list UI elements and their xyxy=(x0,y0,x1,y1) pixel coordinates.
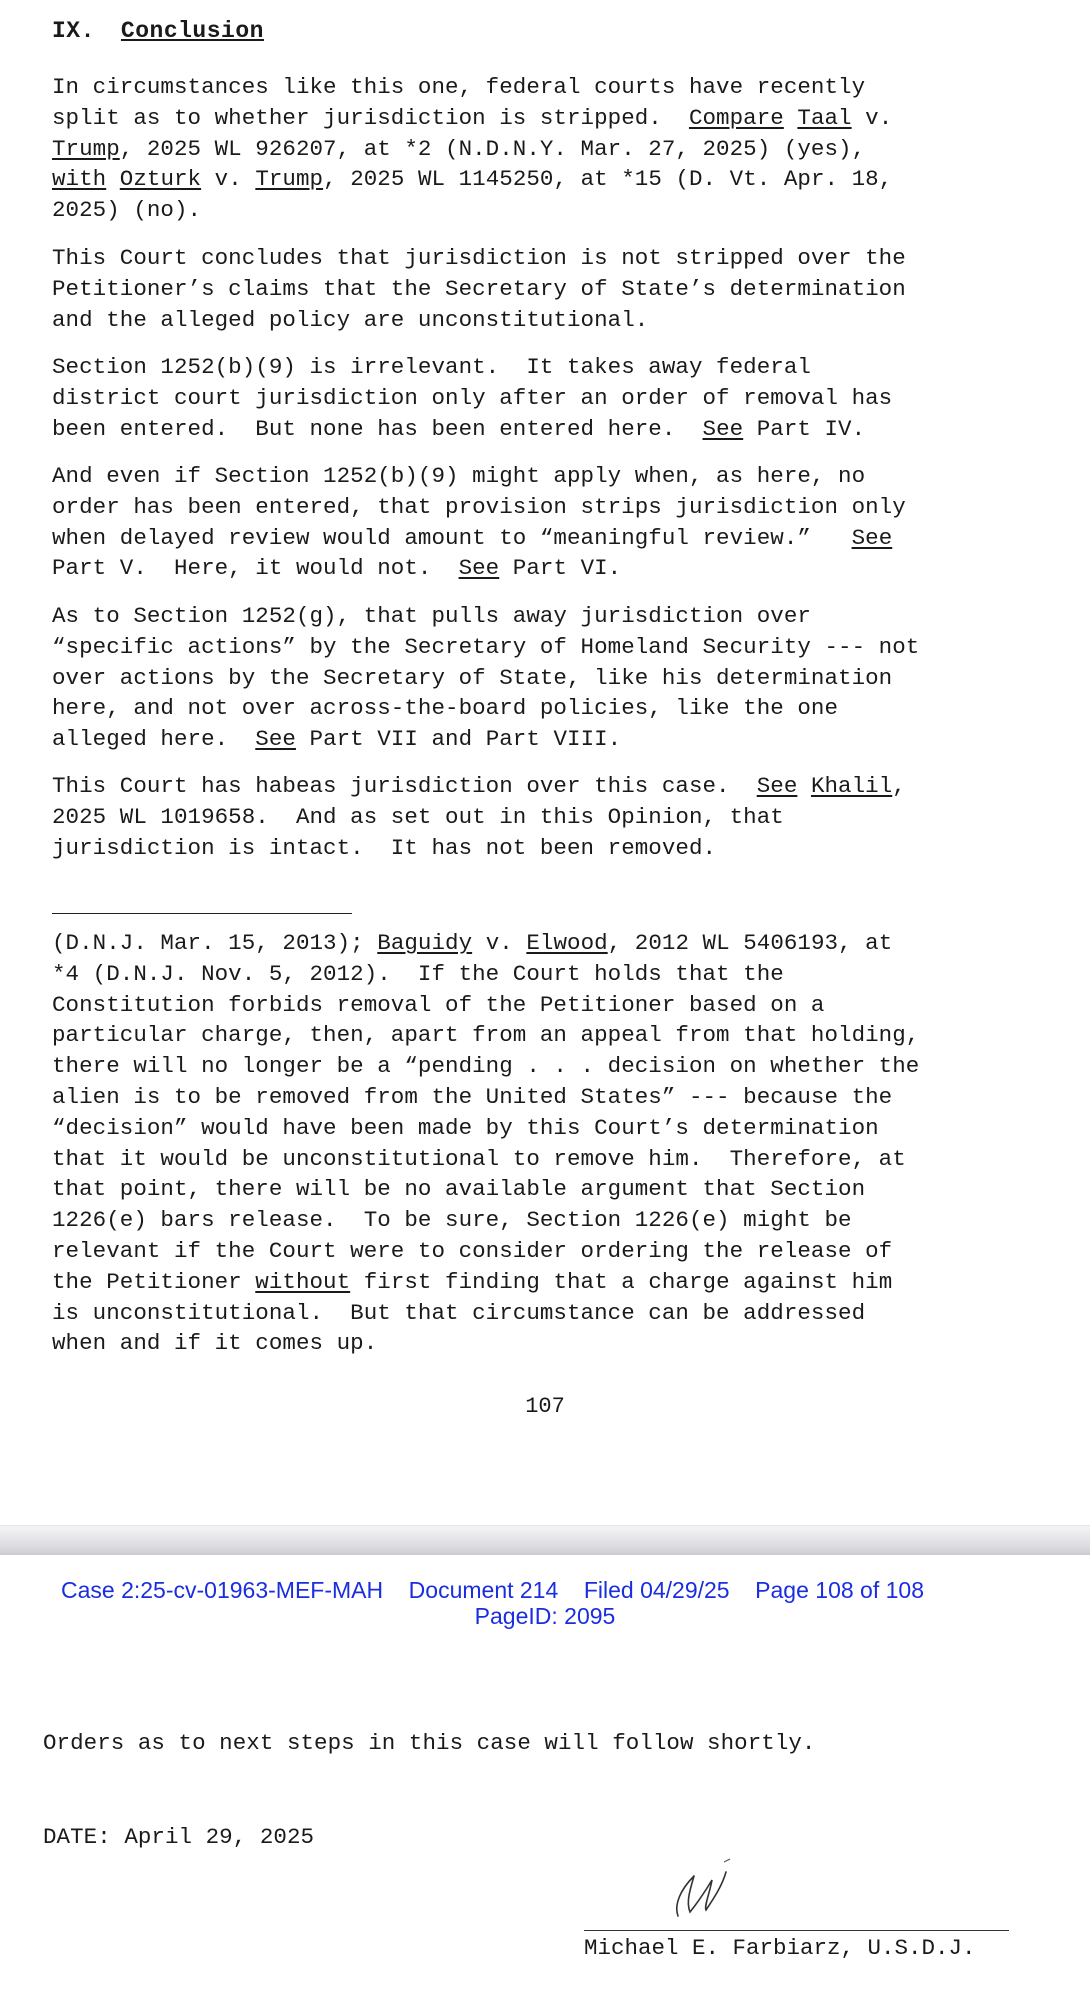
signal-see: See xyxy=(756,773,798,799)
text-line: and the alleged policy are unconstitutional. xyxy=(52,306,649,333)
text-line: Constitution forbids removal of the Petitioner based on a xyxy=(52,991,825,1018)
text-line: 2025 WL 1019658. And as set out in this Opinion, that xyxy=(52,803,784,830)
text-line: when and if it comes up. xyxy=(52,1330,378,1357)
paragraph-meaningful-review xyxy=(52,461,1022,584)
text-line: “decision” would have been made by this Court’s determination xyxy=(52,1114,879,1141)
signal-see: See xyxy=(851,524,893,551)
section-heading xyxy=(52,18,1022,44)
text-line: 2025) (no). xyxy=(52,197,202,224)
text-line: Trump, 2025 WL 926207, at *2 (N.D.N.Y. Mar. 27, 2025) (yes), xyxy=(52,135,866,162)
date-line: DATE: April 29, 2025 xyxy=(43,1824,315,1850)
page-count: Page 108 of 108 xyxy=(755,1577,924,1603)
ecf-header-row xyxy=(61,1577,924,1603)
page-id: PageID: 2095 xyxy=(474,1603,616,1629)
case-name: Trump xyxy=(52,135,120,162)
text-line: that point, there will be no available argument that Section xyxy=(52,1176,866,1203)
text-line: Petitioner’s claims that the Secretary of State’s determination xyxy=(52,275,906,302)
text-line: 1226(e) bars release. To be sure, Section 1226(e) might be xyxy=(52,1207,852,1234)
paragraph-split-courts xyxy=(52,72,1022,226)
case-name: Elwood xyxy=(526,930,608,956)
emphasis-without: without xyxy=(255,1268,351,1295)
text-line: district court jurisdiction only after an order of removal has xyxy=(52,384,893,411)
filed-date: Filed 04/29/25 xyxy=(583,1577,730,1603)
text-line: order has been entered, that provision strips jurisdiction only xyxy=(52,493,906,520)
text-line: Section 1252(b)(9) is irrelevant. It takes away federal xyxy=(52,354,811,380)
text-line: Part V. Here, it would not. See Part VI. xyxy=(52,555,622,582)
text-line: jurisdiction is intact. It has not been removed. xyxy=(52,834,717,861)
text-line: is unconstitutional. But that circumstance can be addressed xyxy=(52,1299,866,1326)
text-line: when delayed review would amount to “meaningful review.” See xyxy=(52,524,893,551)
signal-compare: Compare xyxy=(688,104,784,131)
case-name: Ozturk xyxy=(119,166,202,193)
text-line: This Court has habeas jurisdiction over this case. See Khalil, xyxy=(52,773,906,799)
signal-with: with xyxy=(52,166,107,193)
text-line: that it would be unconstitutional to remove him. Therefore, at xyxy=(52,1145,906,1172)
text-line: alien is to be removed from the United States” --- because the xyxy=(52,1083,893,1110)
footnote xyxy=(52,928,1022,1359)
case-name: Taal xyxy=(797,104,852,131)
section-title: Conclusion xyxy=(120,18,264,44)
case-name: Khalil xyxy=(810,773,893,799)
document-number: Document 214 xyxy=(408,1577,559,1603)
page-separator xyxy=(0,1525,1090,1556)
section-number: IX. xyxy=(52,18,95,44)
handwritten-signature xyxy=(632,1850,752,1930)
text-line: *4 (D.N.J. Nov. 5, 2012). If the Court holds that the xyxy=(52,960,784,987)
text-line: And even if Section 1252(b)(9) might apply when, as here, no xyxy=(52,463,866,489)
text-line: (D.N.J. Mar. 15, 2013); Baguidy v. Elwood, 2012 WL 5406193, at xyxy=(52,930,893,956)
closing-statement: Orders as to next steps in this case will follow shortly. xyxy=(43,1730,816,1756)
text-line: particular charge, then, apart from an appeal from that holding, xyxy=(52,1022,920,1049)
text-line: over actions by the Secretary of State, like his determination xyxy=(52,664,893,691)
signer-name: Michael E. Farbiarz, U.S.D.J. xyxy=(584,1935,976,1961)
text-line: “specific actions” by the Secretary of Homeland Security --- not xyxy=(52,633,920,660)
text-line: This Court concludes that jurisdiction is not stripped over the xyxy=(52,245,906,271)
signal-see: See xyxy=(255,726,296,753)
footnote-rule xyxy=(52,913,352,914)
page-number: 107 xyxy=(525,1394,565,1419)
text-line: here, and not over across-the-board policies, like the one xyxy=(52,695,839,722)
case-name: Trump xyxy=(255,166,324,193)
text-line: alleged here. See Part VII and Part VIII. xyxy=(52,726,622,753)
signal-see: See xyxy=(702,415,744,442)
signal-see: See xyxy=(458,555,500,582)
text-line: relevant if the Court were to consider ordering the release of xyxy=(52,1237,893,1264)
text-line: split as to whether jurisdiction is stripped. Compare Taal v. xyxy=(52,104,893,131)
paragraph-1252g xyxy=(52,601,1022,755)
paragraph-habeas xyxy=(52,771,1022,863)
signature-line xyxy=(584,1930,1009,1931)
text-line: the Petitioner without first finding that a charge against him xyxy=(52,1268,893,1295)
case-name: Baguidy xyxy=(377,930,473,956)
text-line: with Ozturk v. Trump, 2025 WL 1145250, at *15 (D. Vt. Apr. 18, xyxy=(52,166,893,193)
text-line: As to Section 1252(g), that pulls away jurisdiction over xyxy=(52,603,811,629)
text-line: In circumstances like this one, federal courts have recently xyxy=(52,74,866,100)
text-line: there will no longer be a “pending . . . decision on whether the xyxy=(52,1053,920,1080)
paragraph-court-concludes xyxy=(52,243,1022,335)
case-number: Case 2:25-cv-01963-MEF-MAH xyxy=(61,1577,384,1603)
text-line: been entered. But none has been entered here. See Part IV. xyxy=(52,415,866,442)
paragraph-1252b9 xyxy=(52,352,1022,444)
